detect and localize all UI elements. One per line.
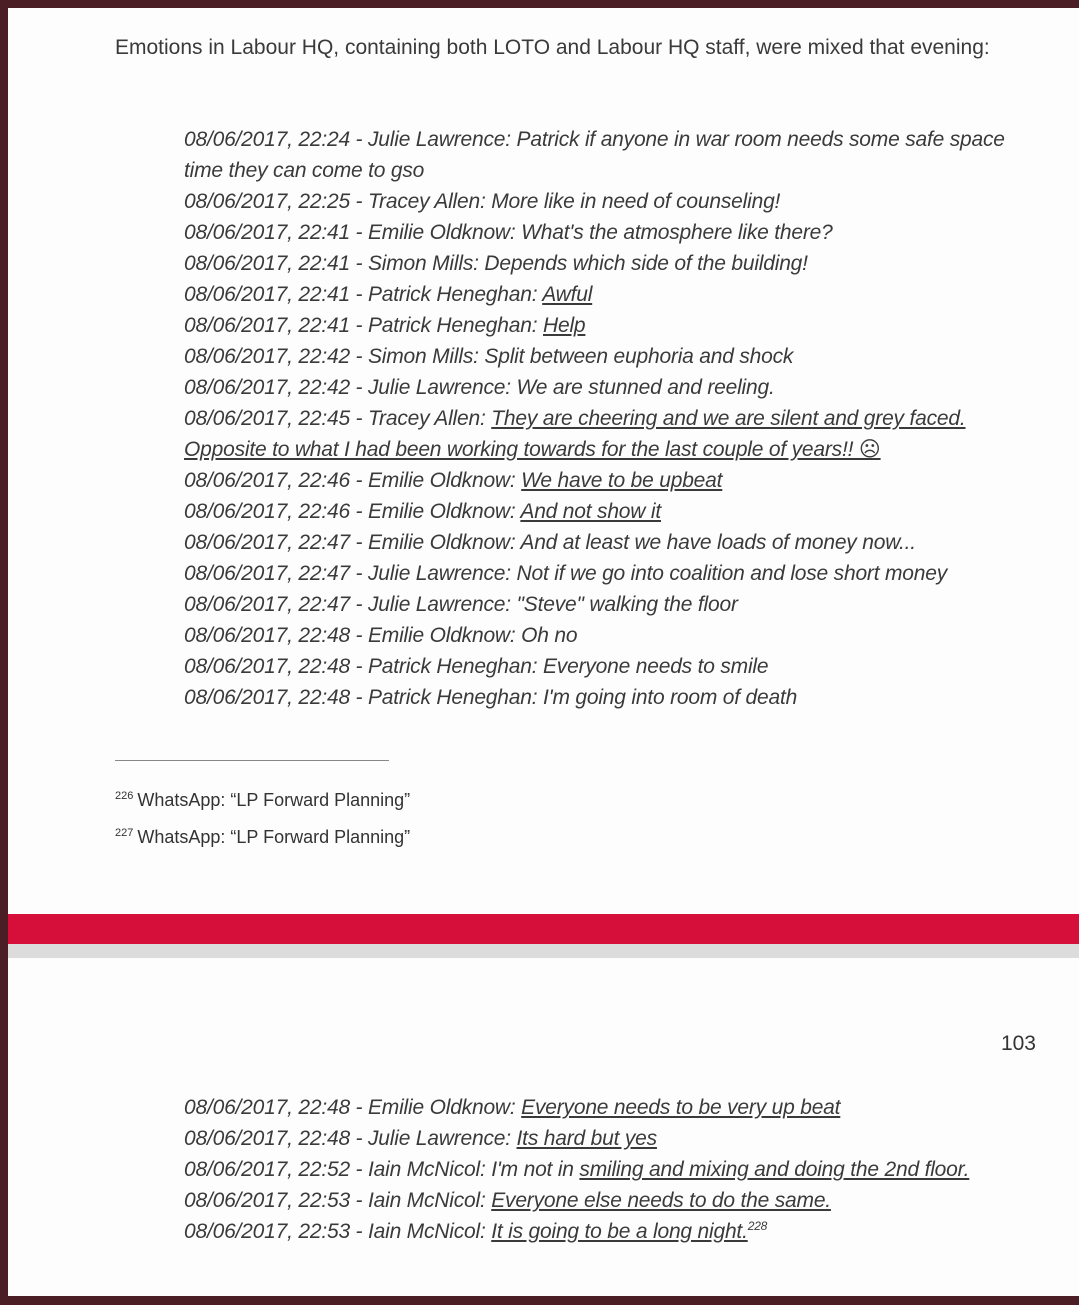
message-line: [184, 465, 1044, 496]
message-line: [184, 124, 1044, 186]
message-text: Split between euphoria and shock: [484, 345, 794, 368]
message-prefix: 08/06/2017, 22:47 - Emilie Oldknow:: [184, 531, 521, 554]
message-line: [184, 1123, 1044, 1154]
message-prefix: 08/06/2017, 22:48 - Emilie Oldknow:: [184, 624, 522, 647]
message-line: [184, 403, 1044, 465]
message-line: [184, 372, 1044, 403]
document-page-2: [8, 958, 1079, 1296]
message-line: [184, 341, 1044, 372]
message-prefix: 08/06/2017, 22:53 - Iain McNicol:: [184, 1220, 492, 1243]
footnote-number: 227: [115, 827, 134, 839]
message-prefix: 08/06/2017, 22:41 - Patrick Heneghan:: [184, 314, 543, 337]
message-line: [184, 682, 1044, 713]
message-prefix: 08/06/2017, 22:46 - Emilie Oldknow:: [184, 500, 521, 523]
message-text: Awful: [542, 283, 593, 306]
message-prefix: 08/06/2017, 22:47 - Julie Lawrence:: [184, 562, 517, 585]
message-line: [184, 496, 1044, 527]
message-text: More like in need of counseling!: [491, 190, 781, 213]
document-page-1: [8, 8, 1079, 914]
message-line: [184, 558, 1044, 589]
message-text: What's the atmosphere like there?: [521, 221, 833, 244]
footnote-rule: [115, 760, 389, 761]
message-prefix: 08/06/2017, 22:24 - Julie Lawrence:: [184, 128, 517, 151]
message-line: [184, 620, 1044, 651]
footnote-reference: 228: [747, 1219, 768, 1233]
message-line: [184, 589, 1044, 620]
message-line: [184, 1154, 1044, 1185]
message-text: Depends which side of the building!: [484, 252, 808, 275]
message-text: And at least we have loads of money now...: [520, 531, 916, 554]
message-line: [184, 217, 1044, 248]
message-prefix: 08/06/2017, 22:41 - Simon Mills:: [184, 252, 485, 275]
message-log: [184, 124, 1044, 713]
message-prefix: 08/06/2017, 22:52 - Iain McNicol: I'm not in: [184, 1158, 580, 1181]
message-prefix: 08/06/2017, 22:48 - Julie Lawrence:: [184, 1127, 517, 1150]
message-text: They are cheering and we are silent and grey faced. Opposite to what I had been working towards for the last couple of years!! ☹: [184, 407, 966, 461]
message-text: Its hard but yes: [516, 1127, 657, 1150]
message-line: [184, 1092, 1044, 1123]
message-prefix: 08/06/2017, 22:47 - Julie Lawrence:: [184, 593, 517, 616]
message-prefix: 08/06/2017, 22:41 - Emilie Oldknow:: [184, 221, 522, 244]
message-line: [184, 651, 1044, 682]
message-prefix: 08/06/2017, 22:25 - Tracey Allen:: [184, 190, 492, 213]
message-text: Help: [543, 314, 586, 337]
message-line: [184, 186, 1044, 217]
intro-paragraph: Emotions in Labour HQ, containing both LOTO and Labour HQ staff, were mixed that evening:: [115, 36, 990, 59]
message-line: [184, 527, 1044, 558]
message-text: "Steve" walking the floor: [516, 593, 738, 616]
message-line: [184, 1185, 1044, 1216]
message-text: smiling and mixing and doing the 2nd floor.: [579, 1158, 970, 1181]
message-line: [184, 310, 1044, 341]
message-prefix: 08/06/2017, 22:48 - Emilie Oldknow:: [184, 1096, 522, 1119]
message-text: Everyone else needs to do the same.: [491, 1189, 831, 1212]
page-break-bar: [8, 914, 1079, 944]
message-prefix: 08/06/2017, 22:48 - Patrick Heneghan:: [184, 655, 543, 678]
page-gap: [8, 944, 1079, 958]
message-text: Patrick if anyone in war room needs some safe space time they can come to gso: [184, 128, 1005, 182]
footnote-item: [115, 817, 410, 854]
message-text: Not if we go into coalition and lose short money: [516, 562, 948, 585]
message-line: [184, 279, 1044, 310]
message-text: Everyone needs to smile: [543, 655, 769, 678]
message-prefix: 08/06/2017, 22:48 - Patrick Heneghan:: [184, 686, 543, 709]
footnote-number: 226: [115, 790, 134, 802]
message-prefix: 08/06/2017, 22:41 - Patrick Heneghan:: [184, 283, 543, 306]
message-prefix: 08/06/2017, 22:46 - Emilie Oldknow:: [184, 469, 522, 492]
footnotes: [115, 780, 410, 854]
message-text: I'm going into room of death: [543, 686, 798, 709]
message-prefix: 08/06/2017, 22:42 - Simon Mills:: [184, 345, 485, 368]
footnote-text: WhatsApp: “LP Forward Planning”: [137, 790, 411, 810]
footnote-text: WhatsApp: “LP Forward Planning”: [137, 827, 411, 847]
message-log-continued: [184, 1092, 1044, 1247]
message-prefix: 08/06/2017, 22:42 - Julie Lawrence:: [184, 376, 517, 399]
message-text: We are stunned and reeling.: [516, 376, 775, 399]
message-prefix: 08/06/2017, 22:53 - Iain McNicol:: [184, 1189, 492, 1212]
message-text: We have to be upbeat: [521, 469, 723, 492]
message-text: And not show it: [520, 500, 661, 523]
footnote-item: [115, 780, 410, 817]
page-number: 103: [1000, 1032, 1036, 1055]
message-text: Everyone needs to be very up beat: [521, 1096, 841, 1119]
message-text: Oh no: [521, 624, 578, 647]
message-line: [184, 248, 1044, 279]
message-line: [184, 1216, 1044, 1247]
message-prefix: 08/06/2017, 22:45 - Tracey Allen:: [184, 407, 492, 430]
message-text: It is going to be a long night.: [491, 1220, 748, 1243]
